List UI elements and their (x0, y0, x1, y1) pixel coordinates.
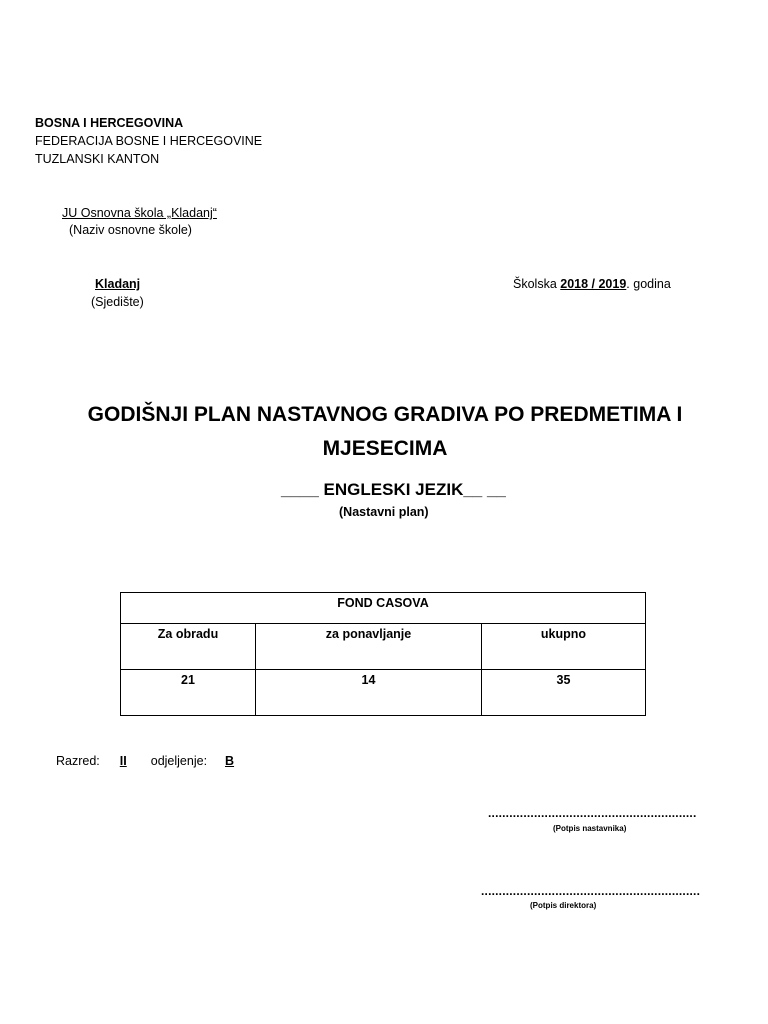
column-header-za-ponavljanje: za ponavljanje (256, 624, 482, 670)
school-year-prefix: Školska (513, 277, 561, 291)
odjeljenje-label: odjeljenje: (150, 754, 208, 768)
header-line-canton: TUZLANSKI KANTON (35, 152, 160, 166)
school-caption: (Naziv osnovne škole) (69, 223, 192, 237)
class-info (56, 752, 249, 770)
director-signature-caption: (Potpis direktora) (530, 901, 597, 910)
subject-name: ____ ENGLESKI JEZIK__ __ (281, 480, 506, 499)
header-line-federation: FEDERACIJA BOSNE I HERCEGOVINE (35, 134, 263, 148)
header-line-country: BOSNA I HERCEGOVINA (35, 116, 184, 130)
table-heading-row (121, 593, 646, 624)
column-header-za-obradu: Za obradu (121, 624, 256, 670)
school-year (513, 275, 671, 293)
table-heading: FOND CASOVA (121, 593, 646, 624)
school-year-suffix: . godina (626, 277, 671, 291)
cell-ukupno: 35 (482, 670, 646, 716)
cell-za-ponavljanje: 14 (256, 670, 482, 716)
subject-caption: (Nastavni plan) (339, 505, 429, 519)
seat-caption: (Sjedište) (91, 295, 144, 309)
school-name: JU Osnovna škola „Kladanj“ (62, 206, 217, 220)
fond-casova-table (120, 592, 646, 716)
cell-za-obradu: 21 (121, 670, 256, 716)
document-title-line-1: GODIŠNJI PLAN NASTAVNOG GRADIVA PO PREDMETIMA I (87, 403, 683, 426)
director-signature-line: .............................................................. (481, 884, 701, 898)
column-header-ukupno: ukupno (482, 624, 646, 670)
teacher-signature-line: ........................................................... (488, 806, 697, 820)
razred-label: Razred: (56, 754, 100, 768)
razred-value: II (119, 754, 127, 768)
document-title-line-2: MJESECIMA (322, 437, 448, 460)
seat-value: Kladanj (95, 277, 141, 291)
school-year-value: 2018 / 2019 (560, 277, 627, 291)
table-row (121, 670, 646, 716)
table-header-row (121, 624, 646, 670)
teacher-signature-caption: (Potpis nastavnika) (553, 824, 627, 833)
document-title (40, 398, 730, 466)
odjeljenje-value: B (225, 754, 235, 768)
